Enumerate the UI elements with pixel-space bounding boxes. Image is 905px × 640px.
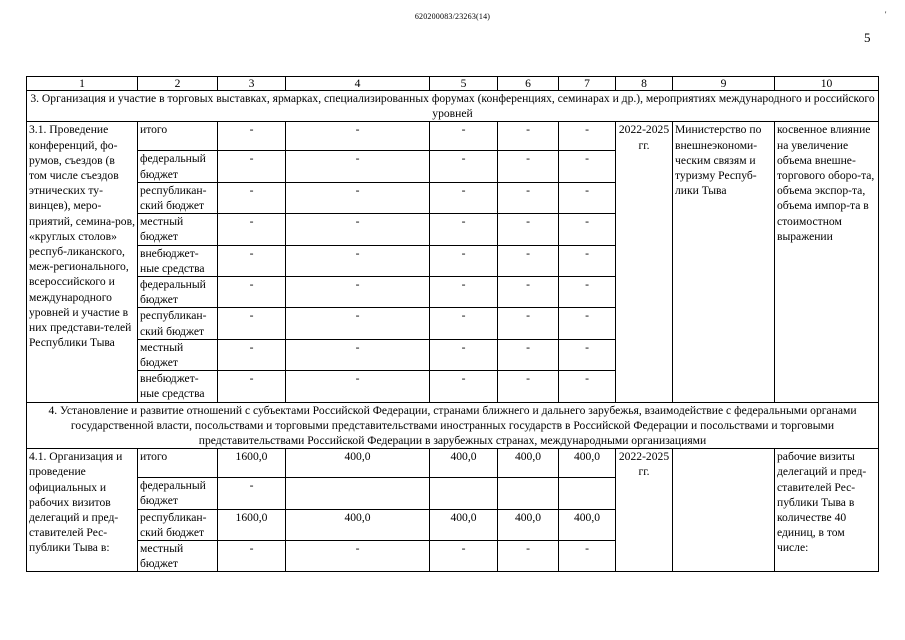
- funding-source: внебюджет-ные средства: [138, 371, 218, 402]
- funding-source: республикан-ский бюджет: [138, 182, 218, 213]
- value-cell: -: [286, 214, 430, 245]
- section-4-heading-row: [27, 402, 879, 449]
- section-4-title: 4. Установление и развитие отношений с субъектами Российской Федерации, странами ближнего и дальнего зарубежья, взаимодействие с федеральными органами государственной власти, посольствами и торговыми представительствами иностранных государств в Российской Федерации и посольствами и торговыми представительствами Российской Федерации в зарубежных странах, международными организациями: [27, 402, 879, 449]
- value-cell: -: [559, 541, 616, 572]
- value-cell: -: [218, 151, 286, 182]
- section-3-title: 3. Организация и участие в торговых выставках, ярмарках, специализированных форумах (конференциях, семинарах и др.), мероприятиях международного и российского уровней: [27, 91, 879, 122]
- header-cell: 4: [286, 77, 430, 91]
- funding-source: итого: [138, 122, 218, 151]
- value-cell: -: [559, 245, 616, 276]
- header-cell: 8: [616, 77, 673, 91]
- value-cell: 1600,0: [218, 449, 286, 478]
- value-cell: -: [430, 151, 498, 182]
- value-cell: -: [286, 339, 430, 370]
- value-cell: 400,0: [430, 449, 498, 478]
- value-cell: -: [218, 371, 286, 402]
- funding-source: итого: [138, 449, 218, 478]
- value-cell: -: [498, 182, 559, 213]
- value-cell: 400,0: [559, 509, 616, 540]
- value-cell: -: [430, 182, 498, 213]
- value-cell: -: [218, 541, 286, 572]
- value-cell: -: [286, 371, 430, 402]
- funding-source: республикан-ский бюджет: [138, 308, 218, 339]
- item-name: 4.1. Организация и проведение официальных и рабочих визитов делегаций и пред-ставителей Рес-публики Тыва в:: [27, 449, 138, 572]
- value-cell: -: [430, 541, 498, 572]
- period-cell: 2022-2025 гг.: [616, 449, 673, 572]
- document-number: 620200083/23263(14): [414, 12, 491, 21]
- value-cell: 400,0: [498, 449, 559, 478]
- value-cell: -: [218, 308, 286, 339]
- page-number: 5: [864, 30, 871, 45]
- value-cell: -: [286, 277, 430, 308]
- header-cell: 9: [673, 77, 775, 91]
- table-body: [27, 77, 879, 572]
- value-cell: 400,0: [559, 449, 616, 478]
- value-cell: -: [498, 122, 559, 151]
- value-cell: -: [286, 308, 430, 339]
- value-cell: -: [559, 339, 616, 370]
- header-cell: 10: [775, 77, 879, 91]
- value-cell: -: [430, 277, 498, 308]
- result-cell: косвенное влияние на увеличение объема внешне-торгового оборо-та, объема экспор-та, объема импор-та в стоимостном выражении: [775, 122, 879, 402]
- value-cell: -: [559, 214, 616, 245]
- value-cell: -: [559, 151, 616, 182]
- value-cell: -: [430, 339, 498, 370]
- value-cell: -: [559, 182, 616, 213]
- funding-source: республикан-ский бюджет: [138, 509, 218, 540]
- value-cell: -: [430, 371, 498, 402]
- funding-source: местный бюджет: [138, 214, 218, 245]
- funding-source: местный бюджет: [138, 541, 218, 572]
- funding-source: федеральный бюджет: [138, 478, 218, 509]
- value-cell: 400,0: [498, 509, 559, 540]
- value-cell: -: [218, 214, 286, 245]
- value-cell: -: [498, 245, 559, 276]
- value-cell: -: [559, 122, 616, 151]
- result-cell: рабочие визиты делегаций и пред-ставителей Рес-публики Тыва в количестве 40 единиц, в том числе:: [775, 449, 879, 572]
- value-cell: -: [559, 371, 616, 402]
- budget-table: [26, 76, 879, 572]
- funding-source: местный бюджет: [138, 339, 218, 370]
- value-cell: -: [218, 182, 286, 213]
- table-row: [27, 449, 879, 478]
- value-cell: -: [286, 182, 430, 213]
- value-cell: -: [218, 339, 286, 370]
- header-row: [27, 77, 879, 91]
- value-cell: 1600,0: [218, 509, 286, 540]
- value-cell: -: [430, 214, 498, 245]
- header-cell: 5: [430, 77, 498, 91]
- value-cell: -: [559, 308, 616, 339]
- value-cell: -: [498, 308, 559, 339]
- value-cell: -: [286, 541, 430, 572]
- value-cell: -: [218, 277, 286, 308]
- value-cell: -: [286, 151, 430, 182]
- corner-mark: ': [885, 10, 887, 19]
- value-cell: -: [430, 308, 498, 339]
- value-cell: -: [218, 245, 286, 276]
- value-cell: -: [218, 478, 286, 509]
- table-row: [27, 122, 879, 151]
- header-cell: 3: [218, 77, 286, 91]
- header-cell: 2: [138, 77, 218, 91]
- value-cell: 400,0: [286, 509, 430, 540]
- value-cell: -: [286, 245, 430, 276]
- value-cell: 400,0: [430, 509, 498, 540]
- header-cell: 1: [27, 77, 138, 91]
- funding-source: федеральный бюджет: [138, 151, 218, 182]
- value-cell: -: [498, 214, 559, 245]
- value-cell: -: [218, 122, 286, 151]
- value-cell: -: [430, 245, 498, 276]
- funding-source: федеральный бюджет: [138, 277, 218, 308]
- section-3-heading-row: [27, 91, 879, 122]
- value-cell: [498, 478, 559, 509]
- value-cell: [430, 478, 498, 509]
- value-cell: [286, 478, 430, 509]
- value-cell: -: [498, 151, 559, 182]
- value-cell: -: [498, 371, 559, 402]
- period-cell: 2022-2025 гг.: [616, 122, 673, 402]
- item-name: 3.1. Проведение конференций, фо-румов, съездов (в том числе съездов этнических ту-винцев), меро-приятий, семина-ров, «круглых столов» респуб-ликанского, меж-регионального, всероссийского и международного уровней и участие в них представи-телей Республики Тыва: [27, 122, 138, 402]
- value-cell: -: [559, 277, 616, 308]
- value-cell: -: [430, 122, 498, 151]
- value-cell: 400,0: [286, 449, 430, 478]
- value-cell: -: [498, 339, 559, 370]
- header-cell: 7: [559, 77, 616, 91]
- value-cell: -: [286, 122, 430, 151]
- header-cell: 6: [498, 77, 559, 91]
- executor-cell: [673, 449, 775, 572]
- value-cell: -: [498, 541, 559, 572]
- value-cell: -: [498, 277, 559, 308]
- funding-source: внебюджет-ные средства: [138, 245, 218, 276]
- value-cell: [559, 478, 616, 509]
- executor-cell: Министерство по внешнеэкономи-ческим связям и туризму Респуб-лики Тыва: [673, 122, 775, 402]
